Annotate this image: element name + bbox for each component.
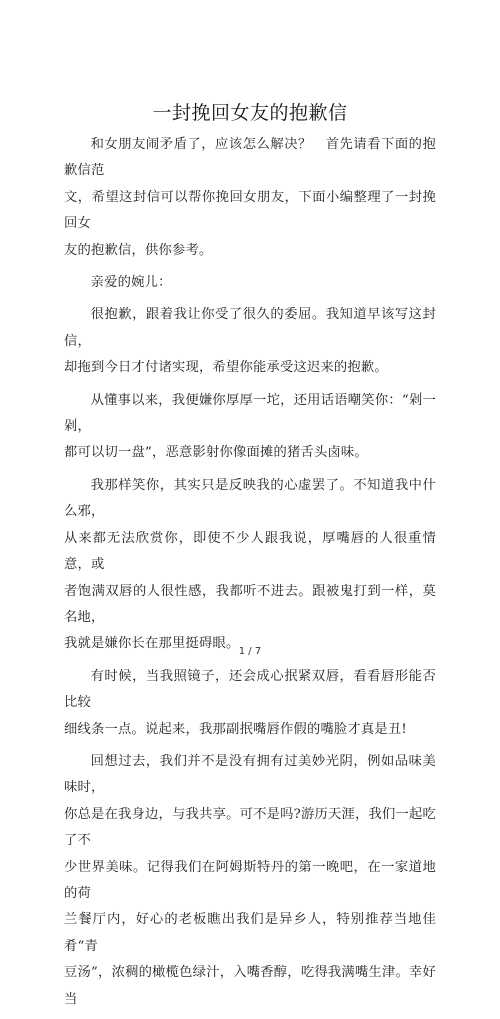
paragraph-mockery: 从懂事以来，我便嫌你厚厚一坨，还用话语嘲笑你：“剁一剁， 都可以切一盘”，恶意影射你像面摊的猪舌头卤味。	[64, 392, 436, 461]
paragraph-memories: 回想过去，我们并不是没有拥有过美妙光阴，例如品味美味时， 你总是在我身边，与我共享。可不是吗?游历天涯，我们一起吃了不 少世界美味。记得我们在阿姆斯特丹的第一晚吧，在一家道地的荷 兰餐厅内，好心的老板瞧出我们是异乡人，特别推荐当地佳肴“青 豆汤”，浓稠的橄榄色绿汁，入嘴香醇，吃得我满嘴生津。幸好当	[64, 753, 436, 1007]
paragraph-mirror: 有时候，当我照镜子，还会成心抿紧双唇，看看唇形能否比较 细线条一点。说起来，我那副抿嘴唇作假的嘴脸才真是丑!	[64, 668, 436, 737]
paragraph-apology: 很抱歉，跟着我让你受了很久的委屈。我知道早该写这封信， 却拖到今日才付诸实现，希望你能承受这迟来的抱歉。	[64, 307, 436, 376]
page-number: 1 / 7	[238, 646, 262, 657]
paragraph-salutation: 亲爱的婉儿：	[90, 275, 172, 291]
paragraph-insecurity: 我那样笑你，其实只是反映我的心虚罢了。不知道我中什么邪， 从来都无法欣赏你，即使不少人跟我说，厚嘴唇的人很重情意，或 者饱满双唇的人很性感，我都听不进去。跟被鬼打到一样，莫名地， 我就是嫌你长在那里挺碍眼。	[64, 477, 436, 652]
document-body	[64, 132, 436, 1019]
document-title: 一封挽回女友的抱歉信	[152, 102, 348, 124]
paragraph-intro: 和女朋友闹矛盾了，应该怎么解决？ 首先请看下面的抱歉信范 文，希望这封信可以帮你挽回女朋友，下面小编整理了一封挽回女 友的抱歉信，供你参考。	[64, 137, 436, 258]
